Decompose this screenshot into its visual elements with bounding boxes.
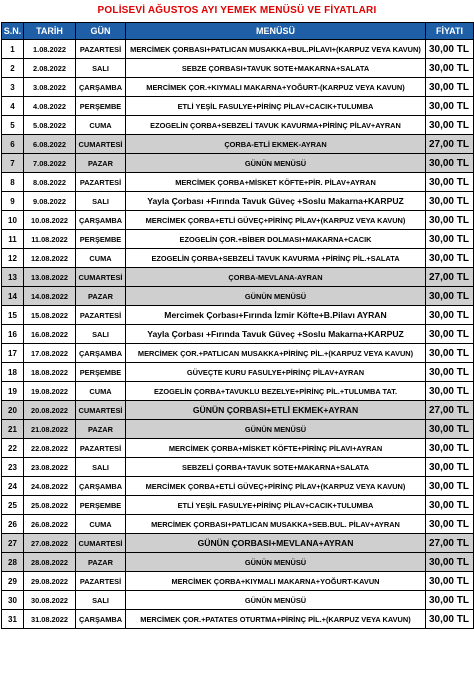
table-row — [2, 496, 474, 515]
row-menu: GÜVEÇTE KURU FASULYE+PİRİNÇ PİLAV+AYRAN — [126, 363, 426, 382]
table-row — [2, 534, 474, 553]
row-menu: ETLİ YEŞİL FASULYE+PİRİNÇ PİLAV+CACIK+TULUMBA — [126, 496, 426, 515]
table-row — [2, 439, 474, 458]
row-day: SALI — [76, 192, 126, 211]
row-menu: GÜNÜN MENÜSÜ — [126, 154, 426, 173]
row-price: 30,00 TL — [426, 496, 474, 515]
row-menu: MERCİMEK ÇORBA+MİSKET KÖFTE+PİRİNÇ PİLAVI+AYRAN — [126, 439, 426, 458]
row-date: 11.08.2022 — [24, 230, 76, 249]
row-menu: MERCİMEK ÇORBASI+PATLICAN MUSAKKA+SEB.BUL. PİLAV+AYRAN — [126, 515, 426, 534]
header-sn: S.N. — [2, 23, 24, 40]
row-date: 13.08.2022 — [24, 268, 76, 287]
row-date: 2.08.2022 — [24, 59, 76, 78]
row-date: 28.08.2022 — [24, 553, 76, 572]
row-number: 20 — [2, 401, 24, 420]
table-row — [2, 572, 474, 591]
row-date: 7.08.2022 — [24, 154, 76, 173]
page-title: POLİSEVİ AĞUSTOS AYI YEMEK MENÜSÜ VE FİYATLARI — [97, 5, 377, 16]
row-day: ÇARŞAMBA — [76, 344, 126, 363]
row-date: 10.08.2022 — [24, 211, 76, 230]
row-price: 30,00 TL — [426, 515, 474, 534]
row-day: CUMARTESİ — [76, 268, 126, 287]
row-day: PERŞEMBE — [76, 363, 126, 382]
table-row — [2, 401, 474, 420]
row-price: 30,00 TL — [426, 344, 474, 363]
row-price: 30,00 TL — [426, 97, 474, 116]
row-price: 27,00 TL — [426, 135, 474, 154]
row-menu: ÇORBA-MEVLANA-AYRAN — [126, 268, 426, 287]
row-price: 30,00 TL — [426, 211, 474, 230]
row-menu: EZOGELİN ÇORBA+SEBZELİ TAVUK KAVURMA+PİRİNÇ PİLAV+AYRAN — [126, 116, 426, 135]
row-date: 4.08.2022 — [24, 97, 76, 116]
row-menu: MERCİMEK ÇOR.+PATLICAN MUSAKKA+PİRİNÇ PİL.+(KARPUZ VEYA KAVUN) — [126, 344, 426, 363]
row-price: 30,00 TL — [426, 287, 474, 306]
table-row — [2, 97, 474, 116]
row-menu: GÜNÜN MENÜSÜ — [126, 591, 426, 610]
table-row — [2, 154, 474, 173]
row-price: 30,00 TL — [426, 553, 474, 572]
row-date: 26.08.2022 — [24, 515, 76, 534]
row-date: 17.08.2022 — [24, 344, 76, 363]
table-row — [2, 135, 474, 154]
row-number: 1 — [2, 40, 24, 59]
row-number: 18 — [2, 363, 24, 382]
row-price: 30,00 TL — [426, 591, 474, 610]
row-date: 16.08.2022 — [24, 325, 76, 344]
row-day: ÇARŞAMBA — [76, 610, 126, 629]
row-number: 30 — [2, 591, 24, 610]
row-price: 30,00 TL — [426, 249, 474, 268]
table-row — [2, 211, 474, 230]
table-row — [2, 382, 474, 401]
row-date: 3.08.2022 — [24, 78, 76, 97]
table-row — [2, 40, 474, 59]
row-price: 30,00 TL — [426, 59, 474, 78]
row-day: CUMARTESİ — [76, 135, 126, 154]
row-day: PERŞEMBE — [76, 97, 126, 116]
table-row — [2, 458, 474, 477]
row-number: 7 — [2, 154, 24, 173]
row-menu: EZOGELİN ÇOR.+BİBER DOLMASI+MAKARNA+CACIK — [126, 230, 426, 249]
row-price: 27,00 TL — [426, 268, 474, 287]
row-price: 30,00 TL — [426, 154, 474, 173]
row-price: 30,00 TL — [426, 439, 474, 458]
header-row — [2, 23, 474, 40]
row-price: 30,00 TL — [426, 572, 474, 591]
row-number: 4 — [2, 97, 24, 116]
table-row — [2, 268, 474, 287]
row-date: 19.08.2022 — [24, 382, 76, 401]
table-row — [2, 515, 474, 534]
row-number: 6 — [2, 135, 24, 154]
row-day: CUMA — [76, 116, 126, 135]
menu-rows — [2, 40, 474, 629]
row-day: CUMA — [76, 515, 126, 534]
row-number: 3 — [2, 78, 24, 97]
table-row — [2, 477, 474, 496]
row-day: PAZAR — [76, 287, 126, 306]
row-date: 9.08.2022 — [24, 192, 76, 211]
row-price: 30,00 TL — [426, 325, 474, 344]
row-menu: EZOGELİN ÇORBA+TAVUKLU BEZELYE+PİRİNÇ PİL.+TULUMBA TAT. — [126, 382, 426, 401]
table-row — [2, 344, 474, 363]
row-date: 29.08.2022 — [24, 572, 76, 591]
table-row — [2, 230, 474, 249]
row-menu: ETLİ YEŞİL FASULYE+PİRİNÇ PİLAV+CACIK+TULUMBA — [126, 97, 426, 116]
row-date: 6.08.2022 — [24, 135, 76, 154]
row-day: PAZARTESİ — [76, 306, 126, 325]
row-price: 30,00 TL — [426, 477, 474, 496]
row-number: 29 — [2, 572, 24, 591]
row-number: 25 — [2, 496, 24, 515]
row-price: 27,00 TL — [426, 534, 474, 553]
row-menu: MERCİMEK ÇORBA+MİSKET KÖFTE+PİR. PİLAV+AYRAN — [126, 173, 426, 192]
header-price: FİYATI — [426, 23, 474, 40]
table-row — [2, 78, 474, 97]
row-price: 30,00 TL — [426, 458, 474, 477]
row-menu: Yayla Çorbası +Fırında Tavuk Güveç +Soslu Makarna+KARPUZ — [126, 325, 426, 344]
row-day: CUMARTESİ — [76, 534, 126, 553]
row-number: 17 — [2, 344, 24, 363]
table-row — [2, 249, 474, 268]
row-menu: GÜNÜN MENÜSÜ — [126, 420, 426, 439]
row-day: ÇARŞAMBA — [76, 211, 126, 230]
row-day: PAZAR — [76, 553, 126, 572]
row-date: 31.08.2022 — [24, 610, 76, 629]
row-menu: MERCİMEK ÇOR.+PATATES OTURTMA+PİRİNÇ PİL.+(KARPUZ VEYA KAVUN) — [126, 610, 426, 629]
row-menu: MERCİMEK ÇORBA+ETLİ GÜVEÇ+PİRİNÇ PİLAV+(KARPUZ VEYA KAVUN) — [126, 477, 426, 496]
row-menu: EZOGELİN ÇORBA+SEBZELİ TAVUK KAVURMA +PİRİNÇ PİL.+SALATA — [126, 249, 426, 268]
row-number: 26 — [2, 515, 24, 534]
row-menu: GÜNÜN MENÜSÜ — [126, 287, 426, 306]
row-menu: GÜNÜN ÇORBASI+ETLİ EKMEK+AYRAN — [126, 401, 426, 420]
row-menu: MERCİMEK ÇORBASI+PATLICAN MUSAKKA+BUL.PİLAVI+(KARPUZ VEYA KAVUN) — [126, 40, 426, 59]
row-menu: Yayla Çorbası +Fırında Tavuk Güveç +Soslu Makarna+KARPUZ — [126, 192, 426, 211]
row-day: PAZARTESİ — [76, 572, 126, 591]
table-row — [2, 420, 474, 439]
row-day: SALI — [76, 591, 126, 610]
row-day: PERŞEMBE — [76, 230, 126, 249]
row-day: CUMARTESİ — [76, 401, 126, 420]
row-price: 30,00 TL — [426, 192, 474, 211]
row-number: 15 — [2, 306, 24, 325]
row-menu: SEBZE ÇORBASI+TAVUK SOTE+MAKARNA+SALATA — [126, 59, 426, 78]
row-price: 30,00 TL — [426, 420, 474, 439]
table-row — [2, 306, 474, 325]
row-date: 15.08.2022 — [24, 306, 76, 325]
row-price: 30,00 TL — [426, 382, 474, 401]
row-price: 30,00 TL — [426, 230, 474, 249]
row-day: CUMA — [76, 249, 126, 268]
row-price: 30,00 TL — [426, 306, 474, 325]
table-row — [2, 553, 474, 572]
row-price: 30,00 TL — [426, 78, 474, 97]
header-menu: MENÜSÜ — [126, 23, 426, 40]
row-day: ÇARŞAMBA — [76, 477, 126, 496]
row-number: 23 — [2, 458, 24, 477]
row-number: 9 — [2, 192, 24, 211]
table-row — [2, 116, 474, 135]
row-number: 8 — [2, 173, 24, 192]
row-date: 22.08.2022 — [24, 439, 76, 458]
row-number: 22 — [2, 439, 24, 458]
header-date: TARİH — [24, 23, 76, 40]
row-day: CUMA — [76, 382, 126, 401]
row-menu: SEBZELİ ÇORBA+TAVUK SOTE+MAKARNA+SALATA — [126, 458, 426, 477]
row-date: 18.08.2022 — [24, 363, 76, 382]
row-number: 19 — [2, 382, 24, 401]
row-menu: GÜNÜN ÇORBASI+MEVLANA+AYRAN — [126, 534, 426, 553]
header-day: GÜN — [76, 23, 126, 40]
row-menu: ÇORBA-ETLİ EKMEK-AYRAN — [126, 135, 426, 154]
row-number: 10 — [2, 211, 24, 230]
row-number: 21 — [2, 420, 24, 439]
row-number: 16 — [2, 325, 24, 344]
row-price: 30,00 TL — [426, 363, 474, 382]
row-day: ÇARŞAMBA — [76, 78, 126, 97]
row-number: 11 — [2, 230, 24, 249]
row-number: 28 — [2, 553, 24, 572]
row-price: 30,00 TL — [426, 173, 474, 192]
row-day: SALI — [76, 325, 126, 344]
table-row — [2, 325, 474, 344]
row-date: 14.08.2022 — [24, 287, 76, 306]
table-row — [2, 287, 474, 306]
row-date: 25.08.2022 — [24, 496, 76, 515]
row-date: 30.08.2022 — [24, 591, 76, 610]
row-date: 27.08.2022 — [24, 534, 76, 553]
row-day: PAZARTESİ — [76, 439, 126, 458]
row-date: 1.08.2022 — [24, 40, 76, 59]
row-menu: GÜNÜN MENÜSÜ — [126, 553, 426, 572]
row-date: 8.08.2022 — [24, 173, 76, 192]
row-day: PAZARTESİ — [76, 40, 126, 59]
row-day: SALI — [76, 458, 126, 477]
row-date: 20.08.2022 — [24, 401, 76, 420]
table-row — [2, 591, 474, 610]
row-number: 12 — [2, 249, 24, 268]
row-day: PAZARTESİ — [76, 173, 126, 192]
row-day: PAZAR — [76, 420, 126, 439]
table-row — [2, 363, 474, 382]
row-day: SALI — [76, 59, 126, 78]
row-number: 27 — [2, 534, 24, 553]
row-menu: MERCİMEK ÇOR.+KIYMALI MAKARNA+YOĞURT-(KARPUZ VEYA KAVUN) — [126, 78, 426, 97]
row-date: 5.08.2022 — [24, 116, 76, 135]
row-menu: MERCİMEK ÇORBA+ETLİ GÜVEÇ+PİRİNÇ PİLAV+(KARPUZ VEYA KAVUN) — [126, 211, 426, 230]
row-day: PAZAR — [76, 154, 126, 173]
table-row — [2, 610, 474, 629]
row-price: 27,00 TL — [426, 401, 474, 420]
row-day: PERŞEMBE — [76, 496, 126, 515]
row-date: 24.08.2022 — [24, 477, 76, 496]
row-number: 31 — [2, 610, 24, 629]
row-price: 30,00 TL — [426, 610, 474, 629]
table-row — [2, 192, 474, 211]
menu-table — [1, 22, 474, 629]
table-row — [2, 173, 474, 192]
row-number: 14 — [2, 287, 24, 306]
row-price: 30,00 TL — [426, 40, 474, 59]
row-menu: MERCİMEK ÇORBA+KIYMALI MAKARNA+YOĞURT-KAVUN — [126, 572, 426, 591]
row-price: 30,00 TL — [426, 116, 474, 135]
row-date: 21.08.2022 — [24, 420, 76, 439]
row-date: 23.08.2022 — [24, 458, 76, 477]
row-number: 24 — [2, 477, 24, 496]
row-menu: Mercimek Çorbası+Fırında İzmir Köfte+B.Pilavı AYRAN — [126, 306, 426, 325]
row-number: 5 — [2, 116, 24, 135]
row-number: 13 — [2, 268, 24, 287]
row-date: 12.08.2022 — [24, 249, 76, 268]
table-row — [2, 59, 474, 78]
row-number: 2 — [2, 59, 24, 78]
